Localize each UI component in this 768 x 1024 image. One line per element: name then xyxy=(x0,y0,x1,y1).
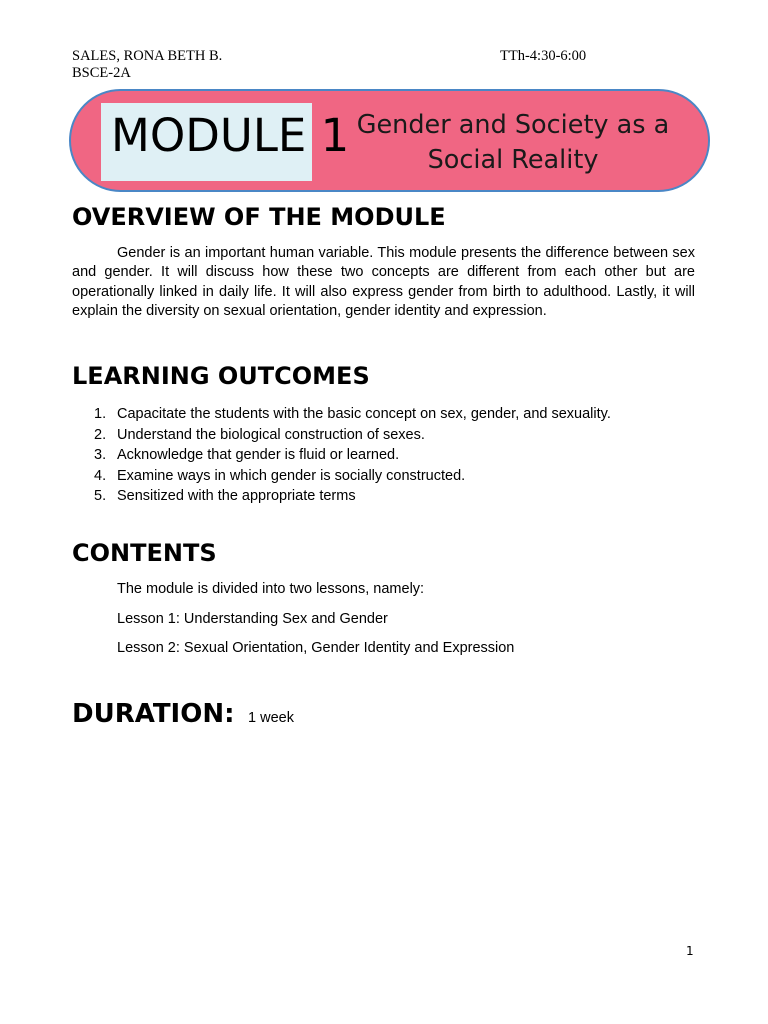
class-schedule: TTh-4:30-6:00 xyxy=(500,48,587,64)
outcomes-list xyxy=(72,404,695,507)
contents-heading: CONTENTS xyxy=(72,539,217,567)
list-item-text: Capacitate the students with the basic concept on sex, gender, and sexuality. xyxy=(117,406,611,422)
module-label-box xyxy=(101,103,350,181)
module-title-line2: Social Reality xyxy=(427,145,599,175)
outcomes-heading: LEARNING OUTCOMES xyxy=(72,362,370,390)
list-item-text: Acknowledge that gender is fluid or learned. xyxy=(117,447,400,463)
overview-paragraph xyxy=(72,244,695,321)
list-item xyxy=(72,425,695,446)
overview-text: Gender is an important human variable. This module presents the difference between sex and gender. It will discuss how these two concepts are different from each other but are operationally linked in daily life. It will also express gender from birth to adulthood. Lastly, it will explain the diversity on sexual orientation, gender identity and expression. xyxy=(72,245,695,319)
overview-heading: OVERVIEW OF THE MODULE xyxy=(72,203,446,231)
page-number: 1 xyxy=(686,944,694,958)
list-item xyxy=(72,445,695,466)
student-section: BSCE-2A xyxy=(72,65,131,81)
duration-value: 1 week xyxy=(248,710,294,726)
list-number: 5. xyxy=(94,488,107,504)
module-label: MODULE 1 xyxy=(111,109,350,162)
student-name: SALES, RONA BETH B. xyxy=(72,48,223,64)
list-item xyxy=(72,486,695,507)
list-item xyxy=(72,466,695,487)
duration-heading: DURATION: xyxy=(72,699,235,729)
list-item-text: Understand the biological construction of sexes. xyxy=(117,426,425,443)
list-number: 2. xyxy=(94,426,107,443)
list-item xyxy=(72,404,695,425)
list-number: 3. xyxy=(94,447,107,463)
list-number: 4. xyxy=(94,467,107,484)
list-item-text: Sensitized with the appropriate terms xyxy=(117,488,356,504)
module-title xyxy=(330,108,696,178)
lesson-2: Lesson 2: Sexual Orientation, Gender Identity and Expression xyxy=(117,640,515,656)
list-item-text: Examine ways in which gender is socially constructed. xyxy=(117,467,466,484)
list-number: 1. xyxy=(94,406,107,422)
module-title-line1: Gender and Society as a xyxy=(356,110,670,140)
contents-intro: The module is divided into two lessons, namely: xyxy=(117,581,425,597)
lesson-1: Lesson 1: Understanding Sex and Gender xyxy=(117,611,388,627)
